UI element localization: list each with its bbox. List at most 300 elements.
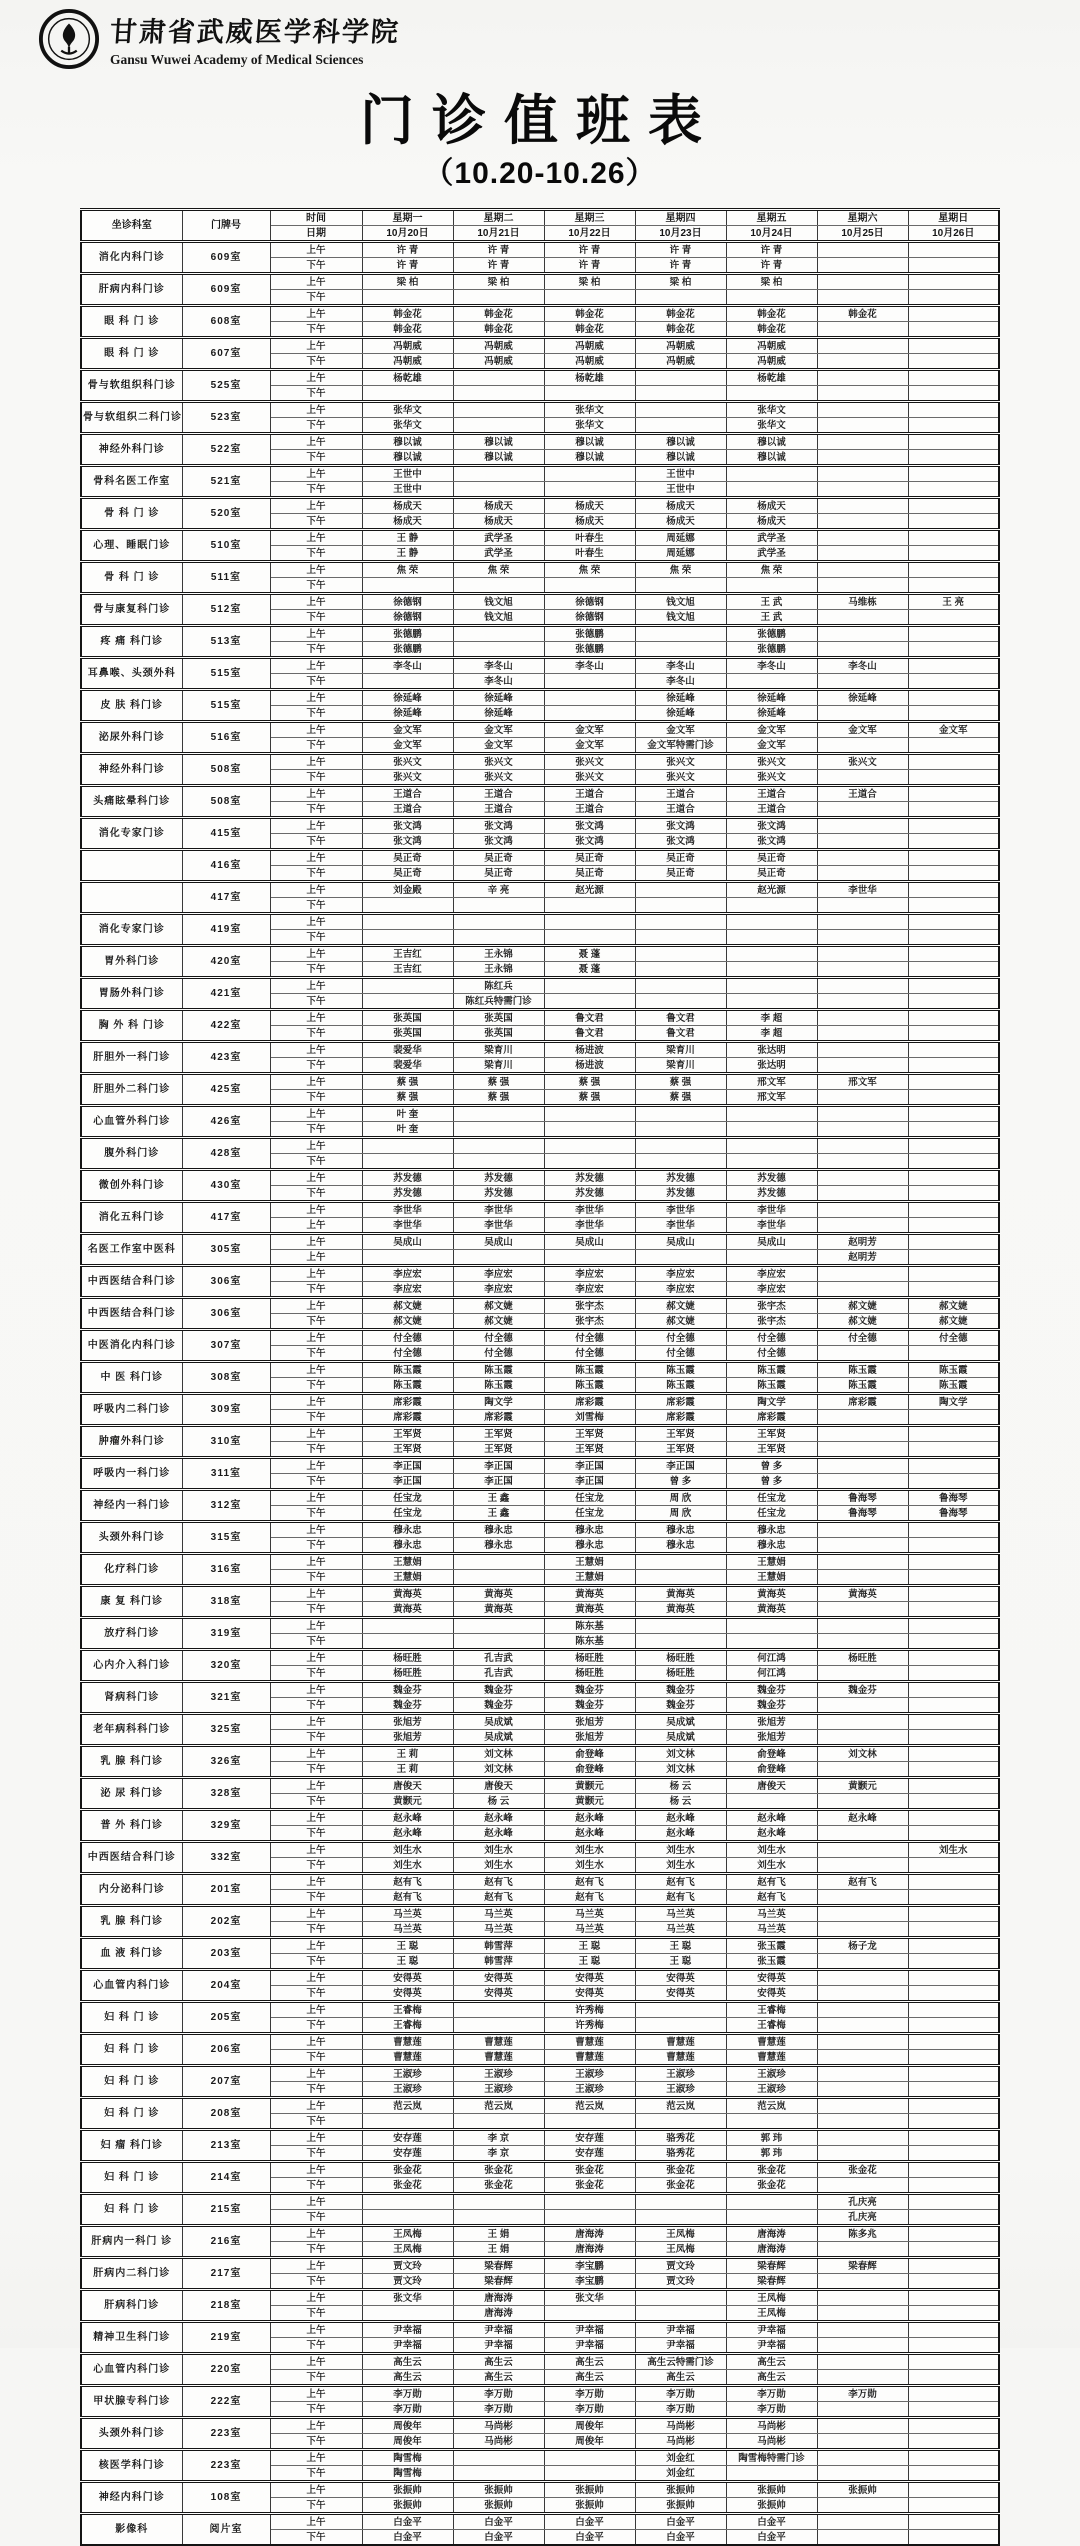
session-label: 上午 bbox=[270, 2066, 362, 2082]
doctor-cell bbox=[635, 578, 726, 594]
doctor-cell: 唐海涛 bbox=[453, 2290, 544, 2306]
doctor-cell: 张英国 bbox=[362, 1010, 453, 1026]
doctor-cell bbox=[908, 930, 999, 946]
doctor-cell: 陶文学 bbox=[726, 1394, 817, 1410]
doctor-cell: 王 武 bbox=[726, 610, 817, 626]
doctor-cell: 梁育川 bbox=[635, 1058, 726, 1074]
doctor-cell bbox=[817, 1618, 908, 1634]
session-label: 上午 bbox=[270, 1874, 362, 1890]
doctor-cell: 金文军 bbox=[544, 738, 635, 754]
doctor-cell bbox=[817, 1218, 908, 1234]
doctor-cell bbox=[817, 1986, 908, 2002]
doctor-cell: 王道合 bbox=[726, 786, 817, 802]
doctor-cell bbox=[726, 962, 817, 978]
doctor-cell: 王淑珍 bbox=[362, 2082, 453, 2098]
doctor-cell bbox=[635, 1154, 726, 1170]
doctor-cell bbox=[453, 1154, 544, 1170]
doctor-cell bbox=[817, 1538, 908, 1554]
session-label: 上午 bbox=[270, 1250, 362, 1266]
doctor-cell bbox=[726, 994, 817, 1010]
doctor-cell bbox=[817, 482, 908, 498]
doctor-cell: 许 青 bbox=[635, 242, 726, 258]
doctor-cell: 俞登峰 bbox=[544, 1746, 635, 1762]
doctor-cell: 安存莲 bbox=[544, 2130, 635, 2146]
page-title: 门诊值班表 bbox=[360, 91, 720, 151]
doctor-cell: 杨成天 bbox=[544, 514, 635, 530]
room-cell: 307室 bbox=[182, 1330, 270, 1362]
doctor-cell: 梁春辉 bbox=[726, 2274, 817, 2290]
doctor-cell: 刘生水 bbox=[453, 1858, 544, 1874]
doctor-cell bbox=[453, 930, 544, 946]
doctor-cell bbox=[726, 1634, 817, 1650]
doctor-cell: 王道合 bbox=[544, 786, 635, 802]
doctor-cell bbox=[817, 1442, 908, 1458]
doctor-cell: 鲁文君 bbox=[635, 1026, 726, 1042]
schedule-row bbox=[81, 626, 999, 642]
schedule-row bbox=[81, 850, 999, 866]
schedule-row bbox=[81, 2514, 999, 2530]
schedule-row bbox=[81, 1138, 999, 1154]
doctor-cell: 马兰英 bbox=[726, 1906, 817, 1922]
dept-cell: 妇 科 门 诊 bbox=[81, 2002, 182, 2034]
schedule-row bbox=[81, 2482, 999, 2498]
room-cell: 214室 bbox=[182, 2162, 270, 2194]
doctor-cell: 金文军 bbox=[817, 722, 908, 738]
doctor-cell: 张德鹏 bbox=[726, 626, 817, 642]
doctor-cell: 张兴文 bbox=[544, 754, 635, 770]
doctor-cell bbox=[817, 290, 908, 306]
doctor-cell: 付全德 bbox=[362, 1330, 453, 1346]
room-cell: 508室 bbox=[182, 786, 270, 818]
doctor-cell bbox=[817, 2082, 908, 2098]
doctor-cell: 穆以诚 bbox=[544, 450, 635, 466]
doctor-cell: 杨乾雄 bbox=[362, 370, 453, 386]
doctor-cell: 刘生水 bbox=[544, 1842, 635, 1858]
doctor-cell: 杨旺胜 bbox=[362, 1650, 453, 1666]
doctor-cell: 李宝鹏 bbox=[544, 2258, 635, 2274]
doctor-cell bbox=[726, 1794, 817, 1810]
doctor-cell bbox=[817, 2338, 908, 2354]
doctor-cell bbox=[726, 1122, 817, 1138]
doctor-cell bbox=[362, 1634, 453, 1650]
doctor-cell: 郝文婕 bbox=[908, 1298, 999, 1314]
doctor-cell: 叶 奎 bbox=[362, 1122, 453, 1138]
doctor-cell: 梁春辉 bbox=[453, 2274, 544, 2290]
doctor-cell: 白金平 bbox=[453, 2514, 544, 2530]
schedule-row bbox=[81, 1074, 999, 1090]
room-cell: 511室 bbox=[182, 562, 270, 594]
doctor-cell bbox=[908, 2402, 999, 2418]
doctor-cell: 魏金芬 bbox=[453, 1682, 544, 1698]
session-label: 下午 bbox=[270, 2242, 362, 2258]
doctor-cell: 刘生水 bbox=[726, 1858, 817, 1874]
doctor-cell bbox=[908, 1266, 999, 1282]
doctor-cell bbox=[908, 1410, 999, 1426]
doctor-cell: 唐俊天 bbox=[453, 1778, 544, 1794]
session-label: 上午 bbox=[270, 2418, 362, 2434]
doctor-cell bbox=[908, 1026, 999, 1042]
doctor-cell bbox=[908, 290, 999, 306]
doctor-cell: 唐海涛 bbox=[544, 2242, 635, 2258]
session-label: 上午 bbox=[270, 850, 362, 866]
header-week-3: 星期三 bbox=[544, 210, 635, 226]
doctor-cell bbox=[362, 386, 453, 402]
doctor-cell: 焦 荣 bbox=[362, 562, 453, 578]
doctor-cell bbox=[817, 450, 908, 466]
dept-cell: 消化内科门诊 bbox=[81, 242, 182, 274]
room-cell: 516室 bbox=[182, 722, 270, 754]
doctor-cell bbox=[908, 1746, 999, 1762]
doctor-cell: 安存莲 bbox=[544, 2146, 635, 2162]
doctor-cell: 曾 多 bbox=[635, 1474, 726, 1490]
dept-cell: 消化专家门诊 bbox=[81, 818, 182, 850]
room-cell: 223室 bbox=[182, 2450, 270, 2482]
dept-cell: 老年病科科门诊 bbox=[81, 1714, 182, 1746]
doctor-cell bbox=[453, 914, 544, 930]
doctor-cell: 李应宏 bbox=[362, 1266, 453, 1282]
session-label: 下午 bbox=[270, 1794, 362, 1810]
doctor-cell: 杨进波 bbox=[544, 1042, 635, 1058]
session-label: 上午 bbox=[270, 402, 362, 418]
dept-cell: 眼 科 门 诊 bbox=[81, 306, 182, 338]
doctor-cell bbox=[817, 418, 908, 434]
doctor-cell bbox=[635, 1122, 726, 1138]
doctor-cell: 白金平 bbox=[453, 2530, 544, 2546]
doctor-cell bbox=[908, 1602, 999, 1618]
doctor-cell: 张兴文 bbox=[544, 770, 635, 786]
doctor-cell: 魏金芬 bbox=[544, 1682, 635, 1698]
header-room: 门牌号 bbox=[182, 210, 270, 242]
schedule-row bbox=[81, 2258, 999, 2274]
doctor-cell: 陈红兵 bbox=[453, 978, 544, 994]
doctor-cell bbox=[817, 2002, 908, 2018]
doctor-cell bbox=[908, 1874, 999, 1890]
doctor-cell bbox=[908, 802, 999, 818]
doctor-cell: 安存莲 bbox=[362, 2130, 453, 2146]
doctor-cell: 韩金花 bbox=[544, 306, 635, 322]
doctor-cell bbox=[635, 2210, 726, 2226]
doctor-cell bbox=[544, 2306, 635, 2322]
doctor-cell bbox=[817, 498, 908, 514]
doctor-cell: 魏金芬 bbox=[726, 1698, 817, 1714]
header-time-label: 时间 bbox=[270, 210, 362, 226]
session-label: 下午 bbox=[270, 2306, 362, 2322]
doctor-cell bbox=[817, 2114, 908, 2130]
doctor-cell: 张金花 bbox=[635, 2178, 726, 2194]
doctor-cell bbox=[908, 1458, 999, 1474]
schedule-row bbox=[81, 1362, 999, 1378]
doctor-cell bbox=[908, 498, 999, 514]
session-label: 上午 bbox=[270, 1490, 362, 1506]
doctor-cell bbox=[453, 402, 544, 418]
schedule-row bbox=[81, 2194, 999, 2210]
dept-cell: 泌尿外科门诊 bbox=[81, 722, 182, 754]
doctor-cell bbox=[908, 1522, 999, 1538]
doctor-cell: 吴正奇 bbox=[635, 866, 726, 882]
doctor-cell: 李万勋 bbox=[635, 2402, 726, 2418]
doctor-cell: 张文鸿 bbox=[453, 818, 544, 834]
schedule-row bbox=[81, 274, 999, 290]
doctor-cell: 陈东基 bbox=[544, 1634, 635, 1650]
dept-cell: 影像科 bbox=[81, 2514, 182, 2546]
doctor-cell: 付全德 bbox=[544, 1346, 635, 1362]
doctor-cell: 刘生水 bbox=[362, 1858, 453, 1874]
doctor-cell: 赵有飞 bbox=[635, 1890, 726, 1906]
doctor-cell bbox=[817, 2498, 908, 2514]
doctor-cell bbox=[817, 1826, 908, 1842]
doctor-cell: 张英国 bbox=[362, 1026, 453, 1042]
doctor-cell bbox=[908, 1554, 999, 1570]
doctor-cell: 赵永峰 bbox=[544, 1826, 635, 1842]
doctor-cell: 张文鸿 bbox=[362, 818, 453, 834]
doctor-cell bbox=[362, 2306, 453, 2322]
doctor-cell: 吴成斌 bbox=[453, 1730, 544, 1746]
doctor-cell bbox=[635, 962, 726, 978]
dept-cell: 中西医结合科门诊 bbox=[81, 1842, 182, 1874]
doctor-cell: 周俊年 bbox=[362, 2418, 453, 2434]
session-label: 上午 bbox=[270, 946, 362, 962]
doctor-cell: 叶 奎 bbox=[362, 1106, 453, 1122]
doctor-cell: 梁 柏 bbox=[726, 274, 817, 290]
dept-cell: 胸 外 科 门诊 bbox=[81, 1010, 182, 1042]
doctor-cell: 韩金花 bbox=[635, 306, 726, 322]
doctor-cell: 邢文军 bbox=[726, 1074, 817, 1090]
doctor-cell: 李正国 bbox=[453, 1458, 544, 1474]
doctor-cell: 吴正奇 bbox=[726, 866, 817, 882]
doctor-cell: 曹慧莲 bbox=[544, 2034, 635, 2050]
doctor-cell: 穆以诚 bbox=[726, 434, 817, 450]
doctor-cell: 付全德 bbox=[908, 1330, 999, 1346]
doctor-cell: 王 娟 bbox=[453, 2226, 544, 2242]
session-label: 下午 bbox=[270, 1410, 362, 1426]
doctor-cell: 鲁海琴 bbox=[908, 1490, 999, 1506]
doctor-cell bbox=[908, 2066, 999, 2082]
session-label: 上午 bbox=[270, 466, 362, 482]
doctor-cell bbox=[908, 1042, 999, 1058]
dept-cell: 骨与软组织科门诊 bbox=[81, 370, 182, 402]
doctor-cell: 高生云 bbox=[726, 2354, 817, 2370]
doctor-cell: 郝文婕 bbox=[362, 1314, 453, 1330]
session-label: 上午 bbox=[270, 882, 362, 898]
doctor-cell: 王 静 bbox=[362, 530, 453, 546]
doctor-cell: 钱文旭 bbox=[453, 610, 544, 626]
doctor-cell: 孔庆亮 bbox=[817, 2210, 908, 2226]
session-label: 下午 bbox=[270, 2466, 362, 2482]
doctor-cell: 任宝龙 bbox=[544, 1490, 635, 1506]
doctor-cell bbox=[453, 2114, 544, 2130]
doctor-cell: 张玉霞 bbox=[726, 1938, 817, 1954]
doctor-cell: 张文鸿 bbox=[635, 834, 726, 850]
doctor-cell: 焦 荣 bbox=[726, 562, 817, 578]
doctor-cell: 张金花 bbox=[453, 2162, 544, 2178]
doctor-cell: 王永锦 bbox=[453, 962, 544, 978]
dept-cell: 疼 痛 科门诊 bbox=[81, 626, 182, 658]
doctor-cell: 王淑珍 bbox=[453, 2066, 544, 2082]
doctor-cell bbox=[544, 2466, 635, 2482]
doctor-cell: 高生云 bbox=[362, 2354, 453, 2370]
doctor-cell bbox=[726, 946, 817, 962]
schedule-row bbox=[81, 2354, 999, 2370]
doctor-cell bbox=[635, 1618, 726, 1634]
doctor-cell bbox=[908, 1426, 999, 1442]
session-label: 下午 bbox=[270, 2082, 362, 2098]
schedule-row bbox=[81, 1426, 999, 1442]
session-label: 上午 bbox=[270, 2162, 362, 2178]
doctor-cell: 王慧娟 bbox=[726, 1570, 817, 1586]
schedule-row bbox=[81, 818, 999, 834]
doctor-cell bbox=[362, 978, 453, 994]
room-cell: 312室 bbox=[182, 1490, 270, 1522]
doctor-cell: 金文军 bbox=[544, 722, 635, 738]
doctor-cell: 李世华 bbox=[362, 1218, 453, 1234]
doctor-cell: 黄海英 bbox=[544, 1586, 635, 1602]
doctor-cell bbox=[908, 1170, 999, 1186]
session-label: 下午 bbox=[270, 1026, 362, 1042]
room-cell: 417室 bbox=[182, 882, 270, 914]
session-label: 下午 bbox=[270, 354, 362, 370]
doctor-cell bbox=[908, 962, 999, 978]
doctor-cell bbox=[453, 466, 544, 482]
doctor-cell bbox=[817, 866, 908, 882]
doctor-cell bbox=[817, 2178, 908, 2194]
doctor-cell bbox=[362, 1138, 453, 1154]
doctor-cell bbox=[453, 2450, 544, 2466]
doctor-cell: 范云岚 bbox=[726, 2098, 817, 2114]
doctor-cell: 赵永峰 bbox=[453, 1826, 544, 1842]
doctor-cell: 叶春生 bbox=[544, 546, 635, 562]
schedule-row bbox=[81, 2162, 999, 2178]
doctor-cell: 苏发德 bbox=[726, 1170, 817, 1186]
dept-cell: 肾病科门诊 bbox=[81, 1682, 182, 1714]
session-label: 下午 bbox=[270, 578, 362, 594]
doctor-cell: 李万勋 bbox=[453, 2386, 544, 2402]
session-label: 上午 bbox=[270, 274, 362, 290]
doctor-cell: 张振帅 bbox=[362, 2482, 453, 2498]
room-cell: 513室 bbox=[182, 626, 270, 658]
doctor-cell: 许 青 bbox=[544, 258, 635, 274]
doctor-cell: 安得英 bbox=[453, 1986, 544, 2002]
room-cell: 332室 bbox=[182, 1842, 270, 1874]
doctor-cell: 安得英 bbox=[544, 1986, 635, 2002]
doctor-cell bbox=[362, 2114, 453, 2130]
doctor-cell bbox=[817, 1554, 908, 1570]
doctor-cell: 穆以诚 bbox=[635, 434, 726, 450]
doctor-cell bbox=[908, 1058, 999, 1074]
doctor-cell: 王军贤 bbox=[544, 1442, 635, 1458]
doctor-cell: 徐德钢 bbox=[544, 610, 635, 626]
doctor-cell bbox=[908, 1698, 999, 1714]
doctor-cell bbox=[544, 1122, 635, 1138]
doctor-cell: 张华文 bbox=[362, 402, 453, 418]
dept-cell: 肿瘤外科门诊 bbox=[81, 1426, 182, 1458]
doctor-cell: 苏发德 bbox=[635, 1170, 726, 1186]
doctor-cell: 许秀梅 bbox=[544, 2002, 635, 2018]
dept-cell: 心理、睡眠门诊 bbox=[81, 530, 182, 562]
schedule-row bbox=[81, 1842, 999, 1858]
doctor-cell: 张德鹏 bbox=[726, 642, 817, 658]
doctor-cell bbox=[726, 2194, 817, 2210]
dept-cell: 名医工作室中医科 bbox=[81, 1234, 182, 1266]
doctor-cell bbox=[908, 2098, 999, 2114]
doctor-cell bbox=[635, 1250, 726, 1266]
doctor-cell bbox=[908, 578, 999, 594]
dept-cell: 头颈外科门诊 bbox=[81, 2418, 182, 2450]
session-label: 下午 bbox=[270, 994, 362, 1010]
room-cell: 215室 bbox=[182, 2194, 270, 2226]
doctor-cell: 聂 蓬 bbox=[544, 946, 635, 962]
session-label: 上午 bbox=[270, 2482, 362, 2498]
schedule-row bbox=[81, 882, 999, 898]
doctor-cell: 魏金芬 bbox=[817, 1682, 908, 1698]
doctor-cell: 杨成天 bbox=[635, 514, 726, 530]
room-cell: 204室 bbox=[182, 1970, 270, 2002]
doctor-cell bbox=[635, 930, 726, 946]
doctor-cell: 李世华 bbox=[453, 1202, 544, 1218]
doctor-cell: 邢文军 bbox=[726, 1090, 817, 1106]
doctor-cell bbox=[726, 978, 817, 994]
doctor-cell bbox=[817, 1346, 908, 1362]
doctor-cell bbox=[817, 1138, 908, 1154]
header-week-1: 星期一 bbox=[362, 210, 453, 226]
doctor-cell bbox=[635, 642, 726, 658]
doctor-cell bbox=[908, 386, 999, 402]
doctor-cell: 苏发德 bbox=[453, 1186, 544, 1202]
doctor-cell: 陈玉霞 bbox=[726, 1378, 817, 1394]
doctor-cell: 李应宏 bbox=[726, 1282, 817, 1298]
header-date-7: 10月26日 bbox=[908, 226, 999, 242]
doctor-cell bbox=[817, 2514, 908, 2530]
doctor-cell bbox=[817, 322, 908, 338]
doctor-cell bbox=[635, 370, 726, 386]
schedule-row bbox=[81, 1298, 999, 1314]
doctor-cell: 张旭芳 bbox=[544, 1714, 635, 1730]
doctor-cell bbox=[908, 1666, 999, 1682]
doctor-cell: 赵有飞 bbox=[544, 1874, 635, 1890]
doctor-cell: 周延娜 bbox=[635, 546, 726, 562]
session-label: 下午 bbox=[270, 1954, 362, 1970]
doctor-cell bbox=[453, 418, 544, 434]
doctor-cell: 张金花 bbox=[635, 2162, 726, 2178]
doctor-cell bbox=[544, 1250, 635, 1266]
doctor-cell: 赵有飞 bbox=[726, 1890, 817, 1906]
schedule-row bbox=[81, 1202, 999, 1218]
doctor-cell bbox=[817, 1154, 908, 1170]
doctor-cell: 安得英 bbox=[544, 1970, 635, 1986]
dept-cell: 眼 科 门 诊 bbox=[81, 338, 182, 370]
doctor-cell: 焦 荣 bbox=[635, 562, 726, 578]
doctor-cell: 梁育川 bbox=[635, 1042, 726, 1058]
dept-cell: 呼吸内一科门诊 bbox=[81, 1458, 182, 1490]
doctor-cell bbox=[908, 1938, 999, 1954]
doctor-cell bbox=[817, 338, 908, 354]
doctor-cell: 付全德 bbox=[453, 1346, 544, 1362]
doctor-cell: 张德鹏 bbox=[362, 626, 453, 642]
doctor-cell bbox=[726, 2466, 817, 2482]
doctor-cell: 冯朝威 bbox=[544, 338, 635, 354]
doctor-cell: 张兴文 bbox=[453, 770, 544, 786]
doctor-cell: 王军贤 bbox=[726, 1426, 817, 1442]
schedule-row bbox=[81, 2226, 999, 2242]
doctor-cell: 金文军 bbox=[362, 722, 453, 738]
schedule-row bbox=[81, 658, 999, 674]
schedule-row bbox=[81, 370, 999, 386]
doctor-cell: 李冬山 bbox=[453, 658, 544, 674]
doctor-cell bbox=[817, 1954, 908, 1970]
schedule-row bbox=[81, 466, 999, 482]
session-label: 下午 bbox=[270, 898, 362, 914]
doctor-cell bbox=[908, 1186, 999, 1202]
doctor-cell bbox=[635, 898, 726, 914]
